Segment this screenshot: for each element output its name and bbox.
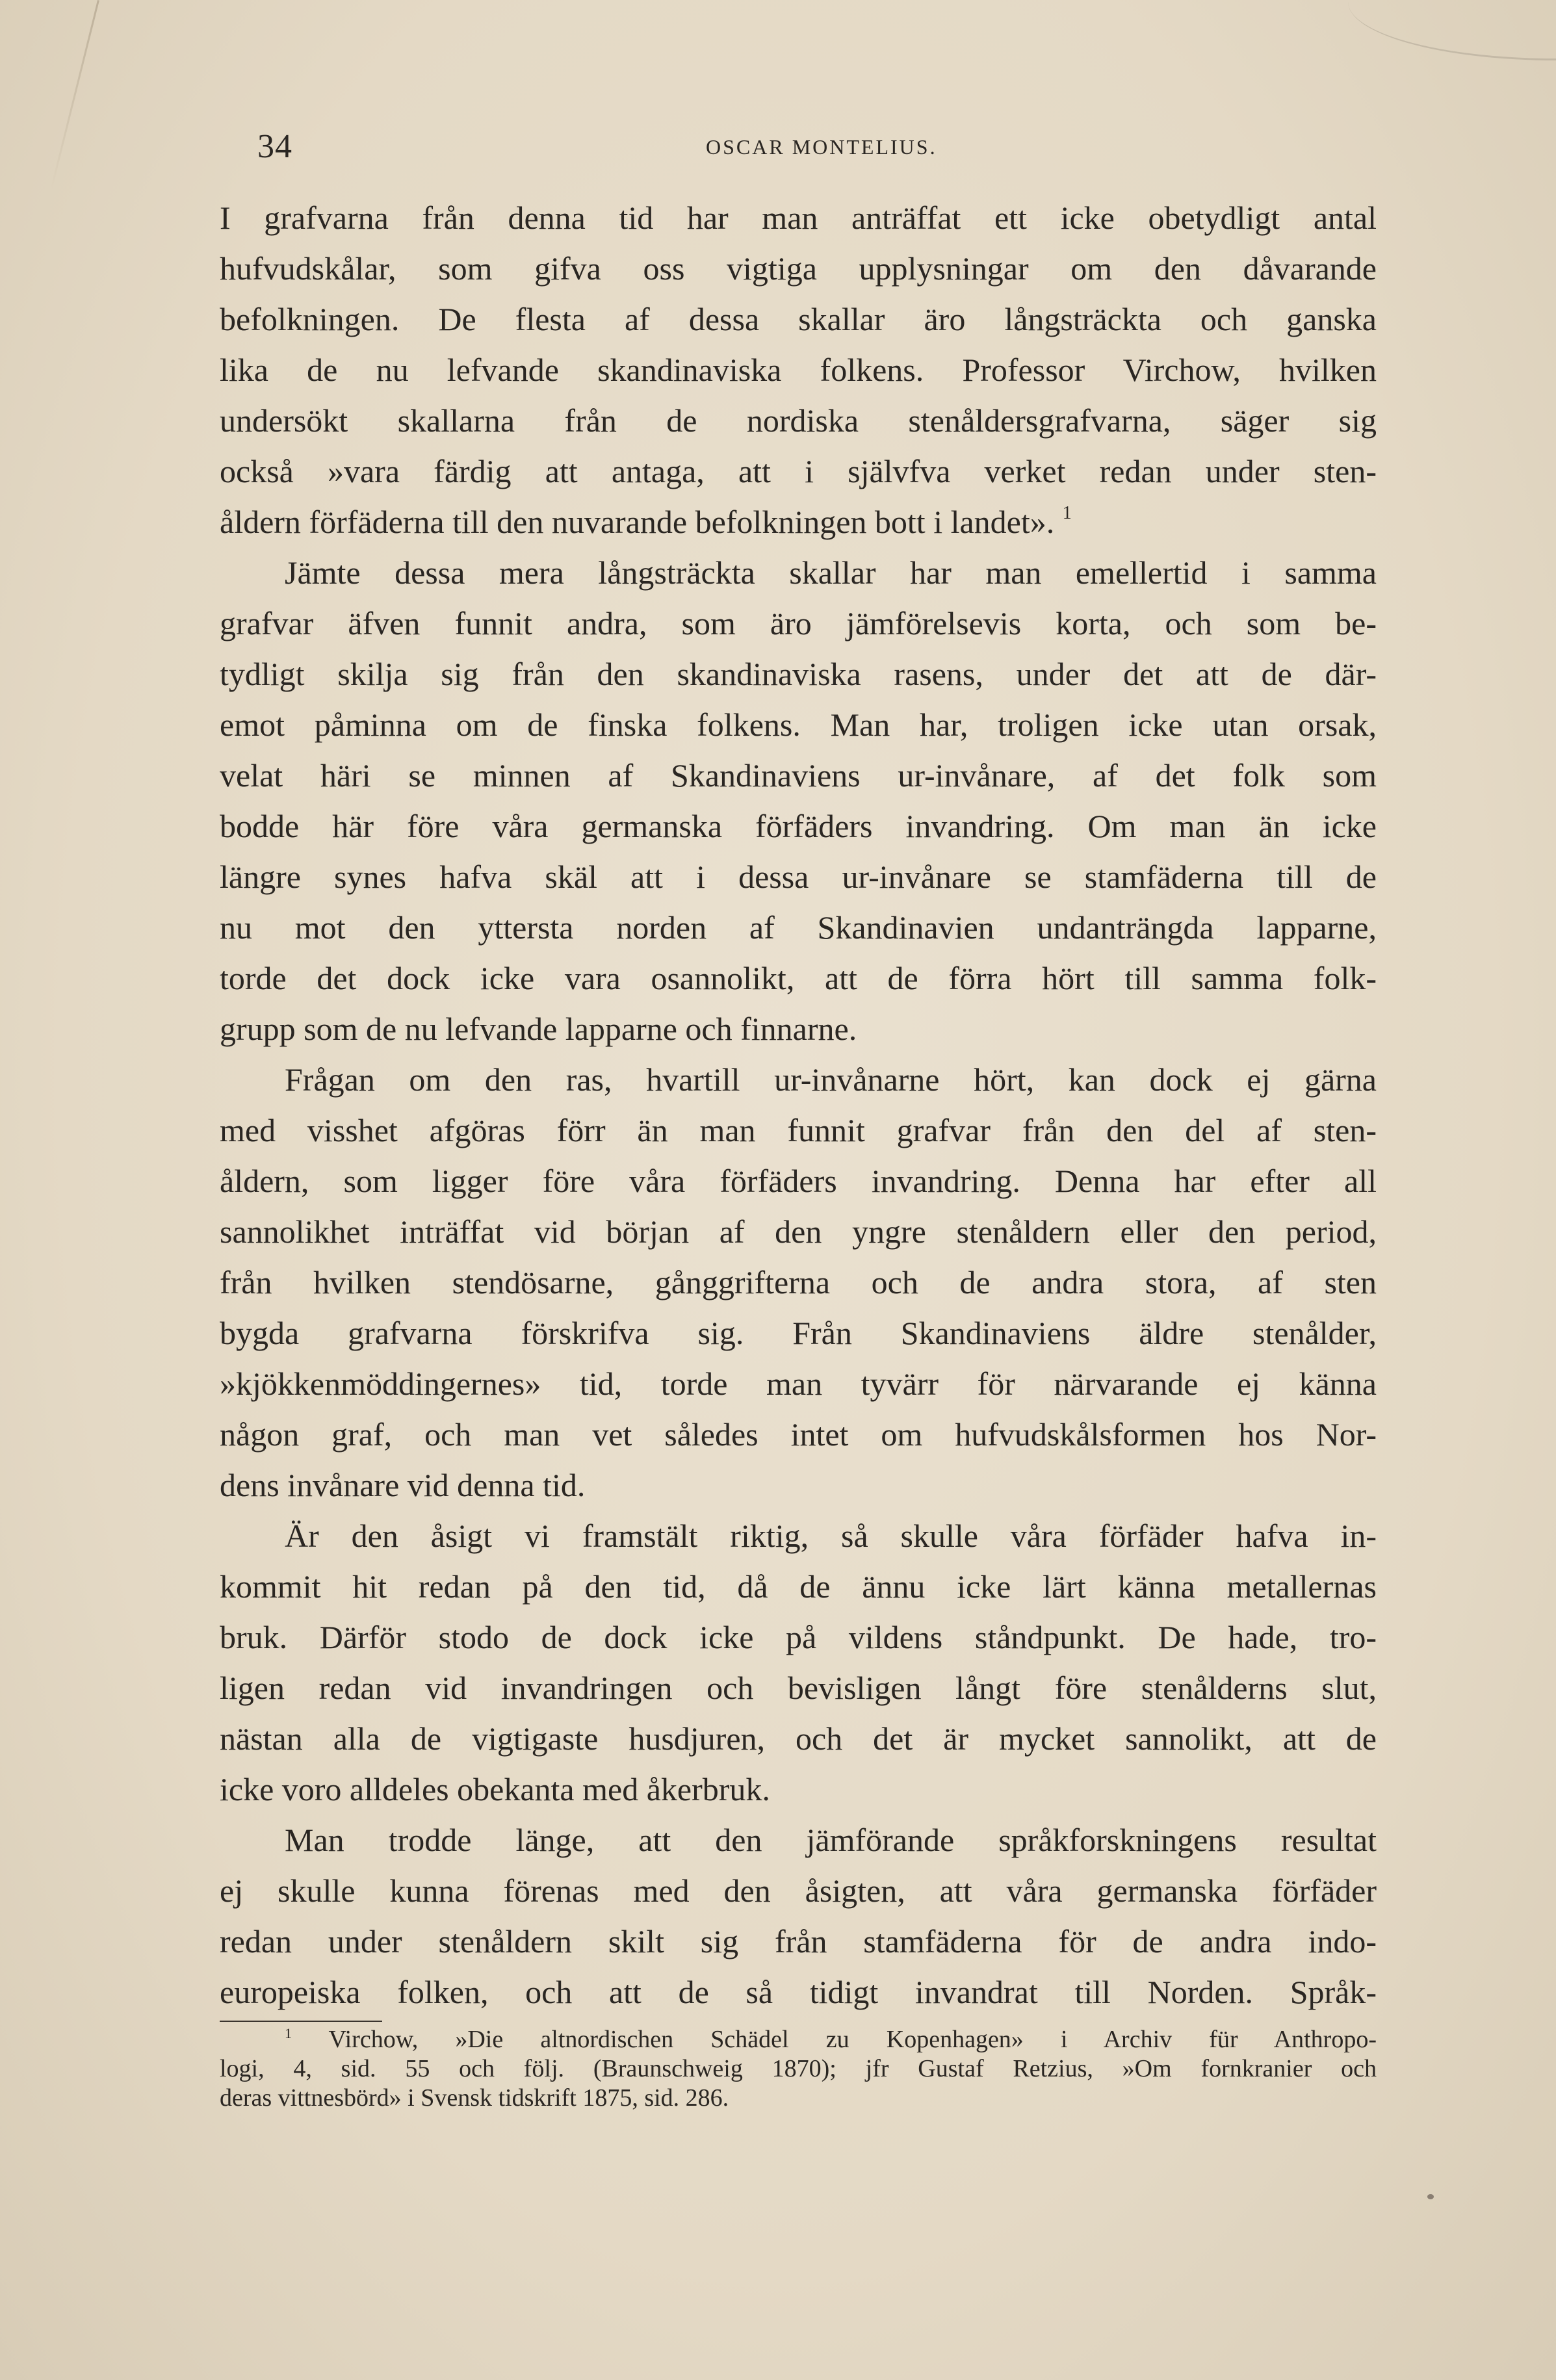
text-line: befolkningen. De flesta af dessa skallar äro långsträckta och ganska xyxy=(220,301,1377,337)
text-line: emot påminna om de finska folkens. Man har, troligen icke utan orsak, xyxy=(220,706,1377,743)
text-line: bygda grafvarna förskrifva sig. Från Skandinaviens äldre stenålder, xyxy=(220,1315,1377,1351)
text-line: Jämte dessa mera långsträckta skallar har man emellertid i samma xyxy=(285,554,1377,591)
text-line: kommit hit redan på den tid, då de ännu icke lärt känna metallernas xyxy=(220,1568,1377,1605)
text-line: ej skulle kunna förenas med den åsigten, att våra germanska förfäder xyxy=(220,1872,1377,1909)
text-line: ligen redan vid invandringen och bevisligen långt före stenålderns slut, xyxy=(220,1670,1377,1706)
text-line: nu mot den yttersta norden af Skandinavien undanträngda lapparne, xyxy=(220,909,1377,946)
page-edge-shadow-right xyxy=(1348,0,1556,60)
footnote-reference: 1 xyxy=(1062,503,1072,523)
text-line: åldern, som ligger före våra förfäders invandring. Denna har efter all xyxy=(220,1163,1377,1199)
text-line: grafvar äfven funnit andra, som äro jämförelsevis korta, och som be- xyxy=(220,605,1377,641)
footnote-text: Virchow, »Die altnordischen Schädel zu Kopenhagen» i Archiv für Anthropo- xyxy=(328,2026,1377,2053)
text-line: hufvudskålar, som gifva oss vigtiga upplysningar om den dåvarande xyxy=(220,250,1377,287)
footnote-line: deras vittnesbörd» i Svensk tidskrift 1875, sid. 286. xyxy=(220,2084,729,2112)
page-header xyxy=(0,127,1556,173)
footnote-divider xyxy=(220,2021,382,2022)
paper-speck xyxy=(1427,2194,1434,2199)
text-line: I grafvarna från denna tid har man anträffat ett icke obetydligt antal xyxy=(220,200,1377,236)
text-line: Man trodde länge, att den jämförande språkforskningens resultat xyxy=(285,1822,1377,1858)
text-line: sannolikhet inträffat vid början af den yngre stenåldern eller den period, xyxy=(220,1213,1377,1250)
text-line: med visshet afgöras förr än man funnit grafvar från den del af sten- xyxy=(220,1112,1377,1148)
text-line: nästan alla de vigtigaste husdjuren, och det är mycket sannolikt, att de xyxy=(220,1720,1377,1757)
text-line: någon graf, och man vet således intet om hufvudskålsformen hos Nor- xyxy=(220,1416,1377,1453)
body-text xyxy=(220,192,1377,2017)
text-line: dens invånare vid denna tid. xyxy=(220,1467,586,1503)
page-number: 34 xyxy=(257,128,292,165)
footnote-marker: 1 xyxy=(285,2025,292,2041)
text-line: tydligt skilja sig från den skandinaviska rasens, under det att de där- xyxy=(220,656,1377,692)
text-line: bodde här före våra germanska förfäders invandring. Om man än icke xyxy=(220,808,1377,844)
text-line: undersökt skallarna från de nordiska stenåldersgrafvarna, säger sig xyxy=(220,402,1377,439)
text-line: bruk. Därför stodo de dock icke på vildens ståndpunkt. De hade, tro- xyxy=(220,1619,1377,1655)
text-line: velat häri se minnen af Skandinaviens ur-invånare, af det folk som xyxy=(220,757,1377,794)
text-line: icke voro alldeles obekanta med åkerbruk. xyxy=(220,1771,770,1807)
footnotes xyxy=(220,2025,1377,2113)
text-line: torde det dock icke vara osannolikt, att de förra hört till samma folk- xyxy=(220,960,1377,996)
text-line: redan under stenåldern skilt sig från stamfäderna för de andra indo- xyxy=(220,1923,1377,1960)
text-line: »kjökkenmöddingernes» tid, torde man tyvärr för närvarande ej känna xyxy=(220,1365,1377,1402)
text-line xyxy=(220,497,1377,547)
text-line: Är den åsigt vi framstält riktig, så skulle våra förfäder hafva in- xyxy=(285,1518,1377,1554)
running-head: OSCAR MONTELIUS. xyxy=(706,135,937,159)
text-line: grupp som de nu lefvande lapparne och finnarne. xyxy=(220,1011,857,1047)
text-line: också »vara färdig att antaga, att i självfva verket redan under sten- xyxy=(220,453,1377,489)
text-line: Frågan om den ras, hvartill ur-invånarne hört, kan dock ej gärna xyxy=(285,1061,1377,1098)
text-line: lika de nu lefvande skandinaviska folkens. Professor Virchow, hvilken xyxy=(220,352,1377,388)
text-line: europeiska folken, och att de så tidigt invandrat till Norden. Språk- xyxy=(220,1974,1377,2010)
footnote-line xyxy=(220,2025,1377,2054)
footnote-line: logi, 4, sid. 55 och följ. (Braunschweig 1870); jfr Gustaf Retzius, »Om fornkranier och xyxy=(220,2055,1377,2082)
text-line-content: åldern förfäderna till den nuvarande befolkningen bott i landet». xyxy=(220,504,1055,540)
text-line: från hvilken stendösarne, gånggrifterna och de andra stora, af sten xyxy=(220,1264,1377,1300)
text-line: längre synes hafva skäl att i dessa ur-invånare se stamfäderna till de xyxy=(220,859,1377,895)
